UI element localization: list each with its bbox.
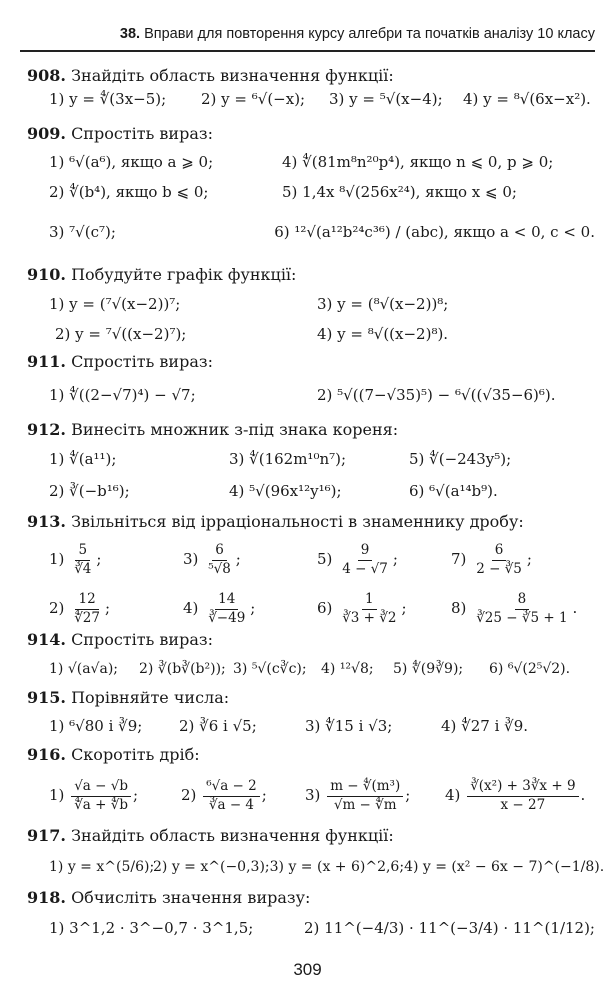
item: 2) y = ⁷√((x−2)⁷); [55, 325, 187, 343]
item: 2) ⁵√((7−√35)⁵) − ⁶√((√35−6)⁶). [317, 386, 556, 404]
section-number: 38. [119, 26, 141, 42]
exercise-title: Спростіть вираз: [71, 124, 213, 143]
fraction: $\frac{6}{2 - ∛5}$ [476, 541, 522, 577]
item: 1) ∜((2−√7)⁴) − √7; [49, 386, 196, 404]
exercise-number: 914. [27, 630, 66, 649]
item: 5) ∜(−243y⁵); [409, 450, 512, 468]
item: 1) ⁶√(a⁶), якщо a ⩾ 0; [49, 153, 214, 171]
fraction-item: 1) $\frac{√a - √b}{∜a + ∜b}$ ; [49, 777, 139, 813]
page-number: 309 [293, 960, 322, 979]
exercise-911 [27, 352, 595, 414]
item: 4) ⁵√(96x¹²y¹⁶); [229, 482, 342, 500]
item: 4) y = ⁸√(6x−x²). [463, 90, 591, 108]
fraction: $\frac{\text{∛(x²) + 3∛x + 9}}{x - 27}$ [467, 779, 578, 813]
item: 1) y = ∜(3x−5); [49, 90, 167, 108]
fraction-item: 4) $\frac{\text{∛(x²) + 3∛x + 9}}{x - 27}$ . [445, 777, 586, 813]
item: 6) ⁶√(a¹⁴b⁹). [409, 482, 498, 500]
fraction: $\frac{9}{4 - √7}$ [342, 541, 388, 577]
fraction-item: 3) $\frac{6}{\text{⁵√8}}$ ; [183, 541, 241, 577]
item: 1) y = x^(5/6); [49, 859, 155, 875]
exercise-title: Звільніться від ірраціональності в знаменнику дробу: [71, 512, 524, 531]
exercise-title: Спростіть вираз: [71, 630, 213, 649]
fraction: $\frac{5}{∛4}$ [74, 541, 92, 577]
item: 2) ∛6 і √5; [179, 717, 257, 735]
item: 3) ∜15 і √3; [305, 717, 393, 735]
fraction-item: 2) $\frac{\text{⁶√a − 2}}{∛a - 4}$ ; [181, 777, 267, 813]
exercise-number: 917. [27, 826, 66, 845]
exercise-number: 913. [27, 512, 66, 531]
fraction-item: 3) $\frac{\text{m − ∜(m³)}}{√m - ∜m}$ ; [305, 777, 411, 813]
item: 3) ∜(162m¹⁰n⁷); [229, 450, 347, 468]
item: 2) ∜(b⁴), якщо b ⩽ 0; [49, 183, 209, 201]
item: 2) y = x^(−0,3); [153, 859, 270, 875]
item: 5) 1,4x ⁸√(256x²⁴), якщо x ⩽ 0; [282, 183, 517, 201]
item: 2) ∛(−b¹⁶); [49, 482, 130, 500]
item: 4) ¹²√8; [321, 661, 374, 677]
exercise-918 [27, 888, 595, 944]
fraction: $\frac{12}{∜27}$ [74, 590, 100, 626]
exercise-913 [27, 512, 595, 634]
item: 3) ⁷√(c⁷); [49, 223, 116, 241]
exercise-number: 911. [27, 352, 66, 371]
exercise-number: 909. [27, 124, 66, 143]
exercise-title: Знайдіть область визначення функції: [71, 826, 394, 845]
item: 3) ⁵√(c∛c); [233, 661, 307, 677]
exercise-910 [27, 265, 595, 349]
item: 4) y = (x² − 6x − 7)^(−1/8). [404, 859, 605, 875]
section-title: Вправи для повторення курсу алгебри та початків аналізу 10 класу [144, 26, 595, 42]
exercise-title: Винесіть множник з-під знака кореня: [71, 420, 399, 439]
exercise-916 [27, 745, 595, 823]
fraction: $\frac{√a - √b}{∜a + ∜b}$ [71, 779, 131, 813]
exercise-914 [27, 630, 595, 684]
fraction: $\frac{\text{⁶√a − 2}}{∛a - 4}$ [203, 779, 260, 813]
fraction: $\frac{1}{∛3 + ∛2}$ [342, 590, 397, 626]
item: 3) y = ⁵√(x−4); [329, 90, 443, 108]
fraction: $\frac{8}{∛25 - ∛5 + 1}$ [476, 590, 568, 626]
item: 6) ¹²√(a¹²b²⁴c³⁶) / (abc), якщо a < 0, c < 0. [274, 223, 595, 241]
exercise-title: Спростіть вираз: [71, 352, 213, 371]
item: 2) y = ⁶√(−x); [201, 90, 306, 108]
exercise-909 [27, 124, 595, 256]
fraction-item: 2) $\frac{12}{∜27}$ ; [49, 590, 111, 626]
fraction: $\frac{14}{∛-49}$ [208, 590, 246, 626]
exercise-908 [27, 66, 595, 108]
item: 1) ⁶√80 і ∛9; [49, 717, 143, 735]
exercise-title: Знайдіть область визначення функції: [71, 66, 394, 85]
item: 1) y = (⁷√(x−2))⁷; [49, 295, 181, 313]
exercise-title: Порівняйте числа: [71, 688, 230, 707]
exercise-title: Скоротіть дріб: [71, 745, 200, 764]
fraction: $\frac{6}{\text{⁵√8}}$ [208, 541, 231, 577]
item: 2) ∛(b∛(b²)); [139, 661, 226, 677]
item: 3) y = (⁸√(x−2))⁸; [317, 295, 449, 313]
item: 1) 3^1,2 · 3^−0,7 · 3^1,5; [49, 919, 254, 937]
exercise-915 [27, 688, 595, 740]
item: 5) ∜(9∛9); [393, 661, 464, 677]
item: 1) √(a√a); [49, 661, 118, 677]
exercise-number: 908. [27, 66, 66, 85]
exercise-title: Обчисліть значення виразу: [71, 888, 311, 907]
exercise-number: 912. [27, 420, 66, 439]
fraction-item: 8) $\frac{8}{∛25 - ∛5 + 1}$ . [451, 590, 578, 626]
item: 6) ⁶√(2⁵√2). [489, 661, 571, 677]
fraction-item: 5) $\frac{9}{4 - √7}$ ; [317, 541, 398, 577]
fraction-item: 4) $\frac{14}{∛-49}$ ; [183, 590, 256, 626]
exercise-917 [27, 826, 605, 884]
exercise-number: 916. [27, 745, 66, 764]
exercise-title: Побудуйте графік функції: [71, 265, 297, 284]
fraction: $\frac{\text{m − ∜(m³)}}{√m - ∜m}$ [327, 779, 403, 813]
exercise-number: 910. [27, 265, 66, 284]
exercise-number: 918. [27, 888, 66, 907]
item: 1) ∜(a¹¹); [49, 450, 117, 468]
item: 4) ∜(81m⁸n²⁰p⁴), якщо n ⩽ 0, p ⩾ 0; [282, 153, 554, 171]
item: 4) y = ⁸√((x−2)⁸). [317, 325, 449, 343]
item: 2) 11^(−4/3) · 11^(−3/4) · 11^(1/12); [303, 919, 595, 937]
fraction-item: 6) $\frac{1}{∛3 + ∛2}$ ; [317, 590, 407, 626]
running-header [20, 18, 595, 52]
item: 4) ∜27 і ∛9. [441, 717, 529, 735]
exercise-912 [27, 420, 595, 508]
item: 3) y = (x + 6)^2,6; [269, 859, 405, 875]
fraction-item: 1) $\frac{5}{∛4}$ ; [49, 541, 102, 577]
exercise-number: 915. [27, 688, 66, 707]
fraction-item: 7) $\frac{6}{2 - ∛5}$ ; [451, 541, 532, 577]
